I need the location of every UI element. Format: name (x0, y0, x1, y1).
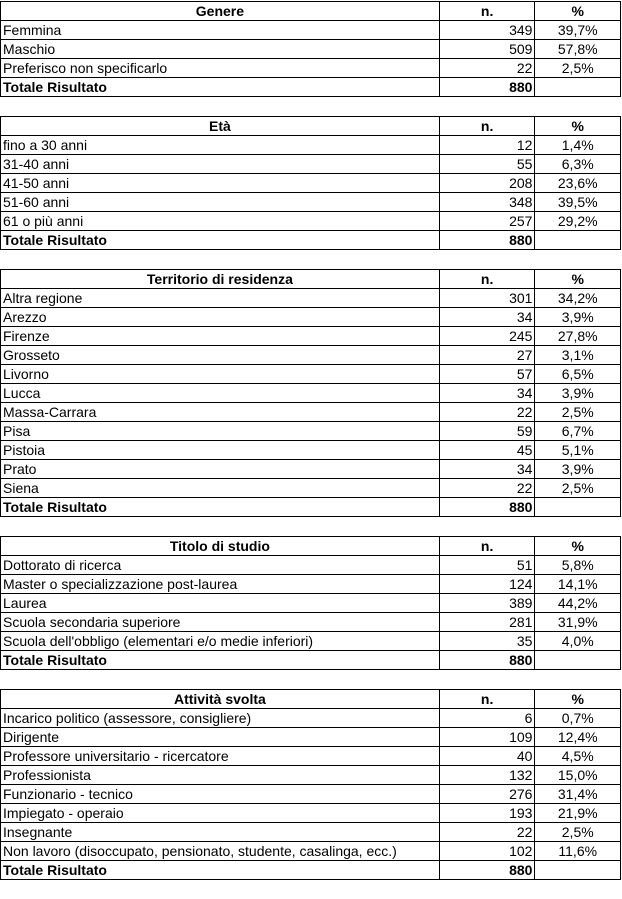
table-row (1, 327, 621, 346)
row-label: 41-50 anni (1, 174, 440, 193)
row-percent: 23,6% (535, 174, 621, 193)
row-label: Funzionario - tecnico (1, 785, 440, 804)
row-percent: 6,3% (535, 155, 621, 174)
table-row (1, 212, 621, 231)
row-percent: 3,9% (535, 308, 621, 327)
table-row (1, 40, 621, 59)
pct-header: % (535, 117, 621, 136)
row-count: 193 (439, 804, 535, 823)
table-title: Attività svolta (1, 690, 440, 709)
pct-header: % (535, 690, 621, 709)
table-row (1, 613, 621, 632)
row-percent: 5,1% (535, 441, 621, 460)
table-row (1, 308, 621, 327)
row-label: Lucca (1, 384, 440, 403)
row-label: Arezzo (1, 308, 440, 327)
row-percent: 3,1% (535, 346, 621, 365)
row-count: 59 (439, 422, 535, 441)
total-percent (535, 498, 621, 517)
row-percent: 39,5% (535, 193, 621, 212)
row-percent: 31,9% (535, 613, 621, 632)
row-count: 12 (439, 136, 535, 155)
total-percent (535, 861, 621, 880)
table-row (1, 346, 621, 365)
row-count: 35 (439, 632, 535, 651)
row-label: Femmina (1, 21, 440, 40)
table-title: Territorio di residenza (1, 270, 440, 289)
row-label: Prato (1, 460, 440, 479)
n-header: n. (439, 117, 535, 136)
n-header: n. (439, 537, 535, 556)
row-count: 22 (439, 403, 535, 422)
row-count: 22 (439, 59, 535, 78)
row-label: Dottorato di ricerca (1, 556, 440, 575)
row-count: 102 (439, 842, 535, 861)
row-count: 276 (439, 785, 535, 804)
row-label: Dirigente (1, 728, 440, 747)
table-row (1, 403, 621, 422)
row-label: Professionista (1, 766, 440, 785)
total-label: Totale Risultato (1, 78, 440, 97)
table-attivita-svolta (0, 689, 621, 880)
row-percent: 2,5% (535, 59, 621, 78)
table-row (1, 136, 621, 155)
table-eta (0, 116, 621, 250)
row-label: Pistoia (1, 441, 440, 460)
row-count: 6 (439, 709, 535, 728)
row-count: 124 (439, 575, 535, 594)
row-percent: 0,7% (535, 709, 621, 728)
row-count: 349 (439, 21, 535, 40)
table-title: Titolo di studio (1, 537, 440, 556)
total-row (1, 78, 621, 97)
table-territorio-di-residenza (0, 269, 621, 517)
row-label: Altra regione (1, 289, 440, 308)
row-percent: 27,8% (535, 327, 621, 346)
row-count: 27 (439, 346, 535, 365)
row-count: 40 (439, 747, 535, 766)
n-header: n. (439, 2, 535, 21)
table-title: Età (1, 117, 440, 136)
row-label: Insegnante (1, 823, 440, 842)
row-label: Massa-Carrara (1, 403, 440, 422)
table-row (1, 59, 621, 78)
table-row (1, 365, 621, 384)
row-percent: 14,1% (535, 575, 621, 594)
row-percent: 57,8% (535, 40, 621, 59)
total-label: Totale Risultato (1, 231, 440, 250)
total-count: 880 (439, 498, 535, 517)
row-percent: 6,5% (535, 365, 621, 384)
row-count: 109 (439, 728, 535, 747)
table-row (1, 747, 621, 766)
row-label: Non lavoro (disoccupato, pensionato, studente, casalinga, ecc.) (1, 842, 440, 861)
row-count: 22 (439, 823, 535, 842)
table-row (1, 709, 621, 728)
row-label: Scuola dell'obbligo (elementari e/o medie inferiori) (1, 632, 440, 651)
spreadsheet (0, 1, 622, 899)
row-percent: 15,0% (535, 766, 621, 785)
row-label: Incarico politico (assessore, consigliere) (1, 709, 440, 728)
table-row (1, 766, 621, 785)
header-row (1, 2, 621, 21)
row-percent: 4,5% (535, 747, 621, 766)
row-percent: 1,4% (535, 136, 621, 155)
row-percent: 2,5% (535, 479, 621, 498)
table-row (1, 193, 621, 212)
table-row (1, 728, 621, 747)
table-row (1, 155, 621, 174)
header-row (1, 270, 621, 289)
row-label: Preferisco non specificarlo (1, 59, 440, 78)
row-percent: 11,6% (535, 842, 621, 861)
row-percent: 5,8% (535, 556, 621, 575)
row-count: 245 (439, 327, 535, 346)
total-row (1, 231, 621, 250)
total-percent (535, 78, 621, 97)
row-percent: 44,2% (535, 594, 621, 613)
row-count: 348 (439, 193, 535, 212)
total-percent (535, 231, 621, 250)
table-row (1, 842, 621, 861)
row-label: Professore universitario - ricercatore (1, 747, 440, 766)
row-label: 61 o più anni (1, 212, 440, 231)
row-label: Master o specializzazione post-laurea (1, 575, 440, 594)
table-row (1, 823, 621, 842)
header-row (1, 117, 621, 136)
row-label: Scuola secondaria superiore (1, 613, 440, 632)
row-percent: 4,0% (535, 632, 621, 651)
total-label: Totale Risultato (1, 498, 440, 517)
table-genere (0, 1, 621, 97)
row-percent: 39,7% (535, 21, 621, 40)
row-count: 55 (439, 155, 535, 174)
row-count: 281 (439, 613, 535, 632)
table-row (1, 479, 621, 498)
row-count: 45 (439, 441, 535, 460)
table-row (1, 556, 621, 575)
row-percent: 21,9% (535, 804, 621, 823)
table-row (1, 632, 621, 651)
total-count: 880 (439, 78, 535, 97)
table-row (1, 441, 621, 460)
row-label: 31-40 anni (1, 155, 440, 174)
row-count: 51 (439, 556, 535, 575)
row-percent: 2,5% (535, 823, 621, 842)
row-percent: 2,5% (535, 403, 621, 422)
row-label: Livorno (1, 365, 440, 384)
total-count: 880 (439, 861, 535, 880)
total-count: 880 (439, 231, 535, 250)
row-label: Grosseto (1, 346, 440, 365)
row-percent: 3,9% (535, 384, 621, 403)
table-row (1, 384, 621, 403)
row-count: 22 (439, 479, 535, 498)
total-row (1, 498, 621, 517)
row-count: 34 (439, 308, 535, 327)
row-count: 301 (439, 289, 535, 308)
row-percent: 3,9% (535, 460, 621, 479)
row-count: 389 (439, 594, 535, 613)
total-percent (535, 651, 621, 670)
row-label: Pisa (1, 422, 440, 441)
row-percent: 34,2% (535, 289, 621, 308)
row-count: 34 (439, 460, 535, 479)
pct-header: % (535, 537, 621, 556)
row-label: 51-60 anni (1, 193, 440, 212)
row-percent: 6,7% (535, 422, 621, 441)
table-title: Genere (1, 2, 440, 21)
row-label: Laurea (1, 594, 440, 613)
row-label: Maschio (1, 40, 440, 59)
total-label: Totale Risultato (1, 651, 440, 670)
table-row (1, 594, 621, 613)
row-label: Siena (1, 479, 440, 498)
table-row (1, 785, 621, 804)
total-row (1, 861, 621, 880)
n-header: n. (439, 690, 535, 709)
table-row (1, 575, 621, 594)
table-titolo-di-studio (0, 536, 621, 670)
row-count: 208 (439, 174, 535, 193)
row-label: Firenze (1, 327, 440, 346)
table-row (1, 21, 621, 40)
row-percent: 31,4% (535, 785, 621, 804)
table-row (1, 460, 621, 479)
table-row (1, 804, 621, 823)
row-percent: 12,4% (535, 728, 621, 747)
row-label: Impiegato - operaio (1, 804, 440, 823)
row-count: 509 (439, 40, 535, 59)
total-count: 880 (439, 651, 535, 670)
total-row (1, 651, 621, 670)
row-count: 132 (439, 766, 535, 785)
table-row (1, 422, 621, 441)
n-header: n. (439, 270, 535, 289)
total-label: Totale Risultato (1, 861, 440, 880)
row-count: 34 (439, 384, 535, 403)
table-row (1, 289, 621, 308)
header-row (1, 690, 621, 709)
row-count: 57 (439, 365, 535, 384)
pct-header: % (535, 2, 621, 21)
row-label: fino a 30 anni (1, 136, 440, 155)
row-percent: 29,2% (535, 212, 621, 231)
header-row (1, 537, 621, 556)
table-row (1, 174, 621, 193)
pct-header: % (535, 270, 621, 289)
row-count: 257 (439, 212, 535, 231)
